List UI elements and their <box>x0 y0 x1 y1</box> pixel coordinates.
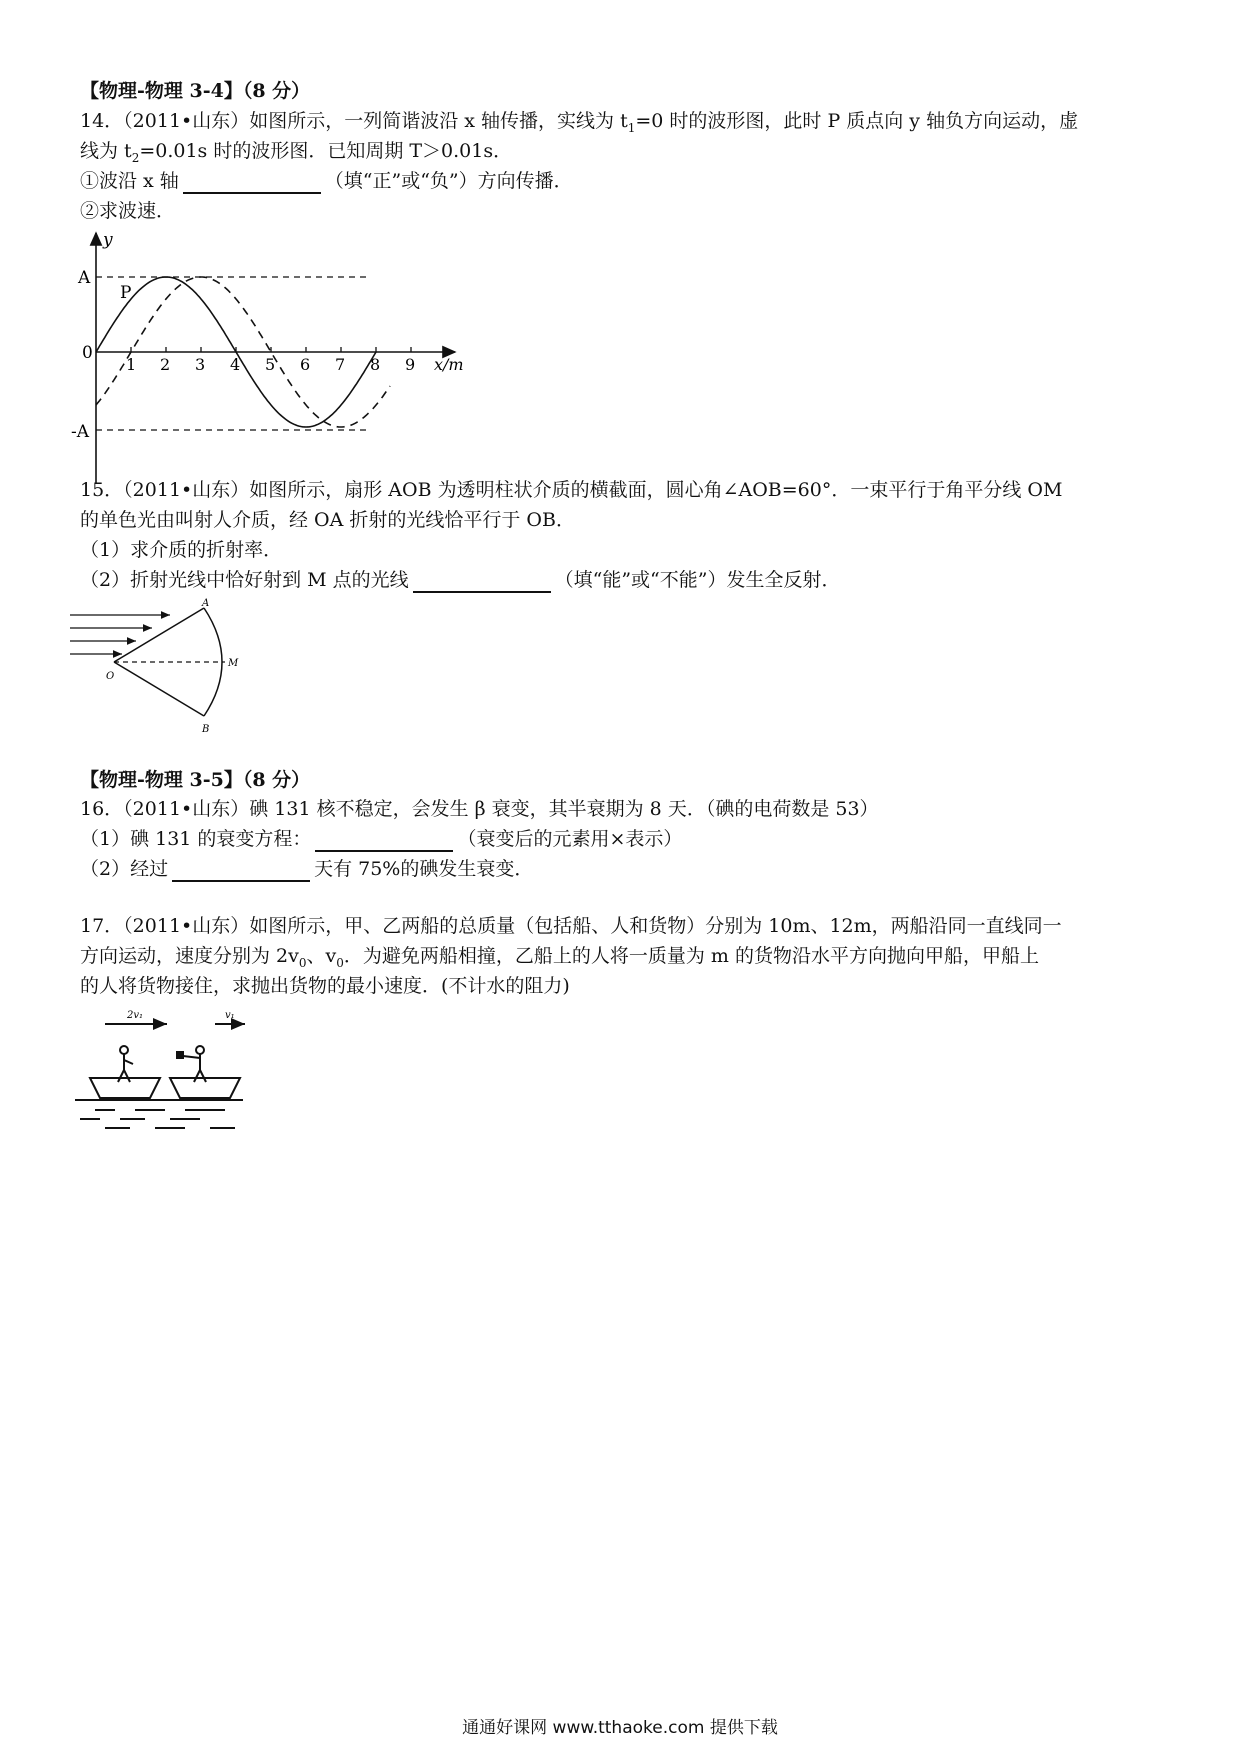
svg-text:3: 3 <box>195 355 206 374</box>
q17-stem-line3: 的人将货物接住，求抛出货物的最小速度．(不计水的阻力) <box>80 975 570 997</box>
edge-oa <box>114 608 204 662</box>
q14-stem-line2: 线为 $t_2=0.01s$ 时的波形图．已知周期 T＞0.01s． <box>80 140 513 165</box>
svg-text:5: 5 <box>265 355 276 374</box>
q16-stem: 16．（2011•山东）碘 131 核不稳定，会发生 β 衰变，其半衰期为 8 天．（碘的电荷数是 53） <box>80 798 879 820</box>
y-axis-label: y <box>103 230 113 250</box>
q15-part1: （1）求介质的折射率． <box>80 539 283 561</box>
person-yi <box>177 1046 206 1082</box>
sector-figure <box>70 598 280 748</box>
q17-stem-line1: 17．（2011•山东）如图所示，甲、乙两船的总质量（包括船、人和货物）分别为 10m、12m，两船沿同一直线同一 <box>80 915 1062 937</box>
q15-stem-line2: 的单色光由叫射人介质，经 OA 折射的光线恰平行于 OB． <box>80 509 575 531</box>
svg-text:8: 8 <box>370 355 381 374</box>
q14-part1: ①波沿 x 轴 （填“正”或“负”）方向传播． <box>80 170 573 192</box>
answer-blank <box>315 830 453 852</box>
water <box>75 1100 243 1128</box>
q16-part1: （1）碘 131 的衰变方程： （衰变后的元素用×表示） <box>80 828 683 850</box>
wave-figure <box>70 225 530 495</box>
q15-part2: （2）折射光线中恰好射到 M 点的光线 （填“能”或“不能”）发生全反射． <box>80 569 841 591</box>
origin-label: 0 <box>82 343 93 363</box>
amplitude-label-pos: A <box>78 268 91 288</box>
q17-stem-line2: 方向运动，速度分别为 $2v_0$、$v_0$．为避免两船相撞，乙船上的人将一质量为 m 的货物沿水平方向抛向甲船，甲船上 <box>80 945 1039 970</box>
svg-text:1: 1 <box>126 355 137 374</box>
person-jia <box>118 1046 133 1082</box>
svg-text:2: 2 <box>160 355 171 374</box>
x-axis-label: x/m <box>434 355 464 374</box>
x-tick-labels <box>126 355 415 374</box>
amplitude-label-neg: -A <box>71 422 90 442</box>
velocity-label-right: v₁ <box>225 1010 235 1021</box>
q14-part2: ②求波速． <box>80 200 176 222</box>
section-header-3-5: 【物理-物理 3-5】（8 分） <box>80 769 311 791</box>
boat-jia <box>90 1078 160 1098</box>
edge-ob <box>114 662 204 716</box>
q16-part2: （2）经过 天有 75%的碘发生衰变． <box>80 858 534 880</box>
label-b: B <box>202 724 210 735</box>
q14-stem-line1: 14．（2011•山东）如图所示，一列简谐波沿 x 轴传播，实线为 $t_1=0$ 时的波形图，此时 P 质点向 y 轴负方向运动，虚 <box>80 110 1079 135</box>
section-header-3-4: 【物理-物理 3-4】（8 分） <box>80 80 311 102</box>
label-a: A <box>202 598 210 609</box>
velocity-label-left: 2v₁ <box>127 1010 144 1021</box>
svg-text:4: 4 <box>230 355 241 374</box>
q15-stem-line1: 15．（2011•山东）如图所示，扇形 AOB 为透明柱状介质的横截面，圆心角∠AOB=60°．一束平行于角平分线 OM <box>80 479 1063 501</box>
page-footer: 通通好课网 www.tthaoke.com 提供下载 <box>462 1718 778 1738</box>
label-m: M <box>228 658 239 669</box>
label-o: O <box>106 671 115 682</box>
svg-text:9: 9 <box>405 355 416 374</box>
boats-figure <box>75 1002 275 1142</box>
answer-blank <box>172 860 310 882</box>
svg-text:6: 6 <box>300 355 311 374</box>
svg-text:7: 7 <box>335 355 346 374</box>
answer-blank <box>413 571 551 593</box>
point-p-label: P <box>120 283 132 303</box>
answer-blank <box>183 172 321 194</box>
